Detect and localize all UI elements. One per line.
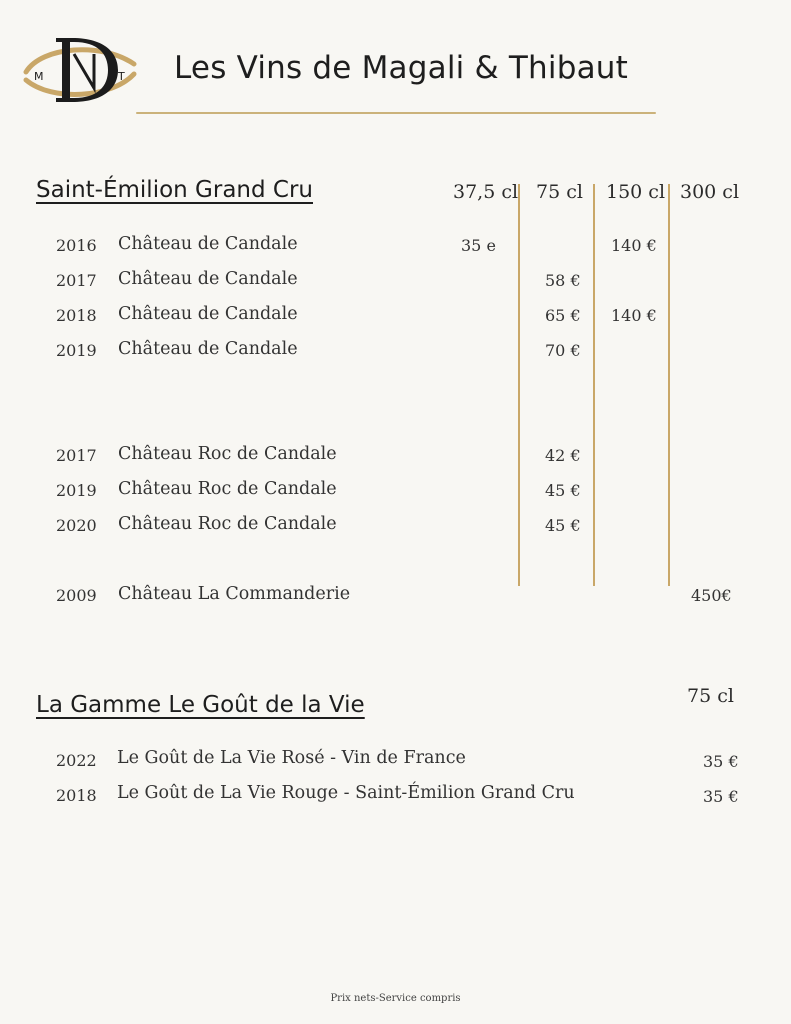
price-75cl: 70 €	[545, 341, 581, 360]
wine-year: 2016	[56, 236, 97, 255]
column-header-150cl: 150 cl	[606, 181, 666, 203]
wine-name: Château Roc de Candale	[118, 514, 337, 534]
price-300cl: 450€	[691, 586, 732, 605]
logo-letter-right: T	[118, 70, 125, 83]
price-150cl: 140 €	[611, 306, 657, 325]
column-header-75cl: 75 cl	[536, 181, 583, 203]
section-title-saint-emilion: Saint-Émilion Grand Cru	[36, 177, 313, 203]
price-75cl: 42 €	[545, 446, 581, 465]
column-header-37-5cl: 37,5 cl	[453, 181, 519, 203]
wine-name: Château de Candale	[118, 234, 298, 254]
column-divider	[518, 184, 520, 586]
wine-name: Le Goût de La Vie Rosé - Vin de France	[117, 748, 466, 768]
title-divider	[136, 112, 656, 114]
price-150cl: 140 €	[611, 236, 657, 255]
wine-year: 2017	[56, 271, 97, 290]
brand-logo	[22, 34, 138, 104]
wine-year: 2018	[56, 306, 97, 325]
wine-year: 2020	[56, 516, 97, 535]
wine-name: Château de Candale	[118, 269, 298, 289]
wine-name: Château Roc de Candale	[118, 444, 337, 464]
price-37-5cl: 35 e	[461, 236, 496, 255]
column-header-75cl: 75 cl	[687, 685, 734, 707]
page-title: Les Vins de Magali & Thibaut	[174, 50, 628, 86]
wine-year: 2009	[56, 586, 97, 605]
price-75cl: 65 €	[545, 306, 581, 325]
wine-name: Château de Candale	[118, 304, 298, 324]
wine-year: 2019	[56, 481, 97, 500]
column-header-300cl: 300 cl	[680, 181, 740, 203]
column-divider	[668, 184, 670, 586]
logo-letter-left: M	[34, 70, 44, 83]
wine-year: 2018	[56, 786, 97, 805]
wine-year: 2022	[56, 751, 97, 770]
section-title-gout-de-la-vie: La Gamme Le Goût de la Vie	[36, 692, 365, 718]
price-75cl: 58 €	[545, 271, 581, 290]
price-75cl: 35 €	[703, 752, 739, 771]
column-divider	[593, 184, 595, 586]
wine-name: Château La Commanderie	[118, 584, 351, 604]
price-75cl: 45 €	[545, 516, 581, 535]
wine-name: Le Goût de La Vie Rouge - Saint-Émilion Grand Cru	[117, 783, 575, 803]
wine-year: 2019	[56, 341, 97, 360]
price-75cl: 45 €	[545, 481, 581, 500]
wine-name: Château de Candale	[118, 339, 298, 359]
footer-note: Prix nets-Service compris	[330, 993, 461, 1004]
wine-year: 2017	[56, 446, 97, 465]
price-75cl: 35 €	[703, 787, 739, 806]
wine-name: Château Roc de Candale	[118, 479, 337, 499]
